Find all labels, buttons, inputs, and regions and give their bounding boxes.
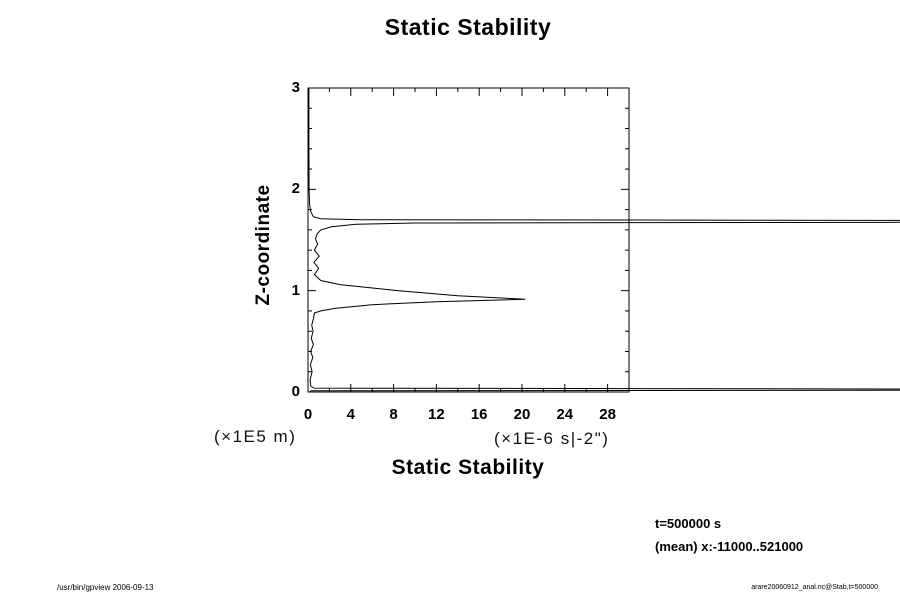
annotation-time: t=500000 s — [655, 516, 722, 531]
x-axis-unit: (×1E-6 s|-2") — [494, 429, 610, 448]
x-tick-label: 12 — [428, 406, 445, 423]
x-tick-label: 20 — [513, 406, 531, 423]
x-tick-label: 16 — [470, 406, 488, 423]
y-axis-label: Z-coordinate — [253, 184, 274, 306]
footer-command-line: /usr/bin/gpview 2006-09-13 — [57, 583, 154, 592]
plot-frame — [308, 88, 629, 392]
footer-data-source: arare20060912_anal.nc@Stab,t=500000 — [751, 584, 878, 591]
stability-curve — [309, 88, 900, 392]
x-tick-label: 28 — [599, 406, 616, 423]
x-tick-label: 4 — [346, 406, 355, 423]
chart-title: Static Stability — [384, 14, 552, 40]
x-tick-label: 8 — [389, 406, 398, 423]
y-tick-label: 3 — [291, 79, 300, 96]
annotation-mean-range: (mean) x:-11000..521000 — [655, 539, 804, 554]
y-tick-label: 0 — [291, 383, 300, 400]
x-tick-label: 0 — [303, 406, 313, 423]
x-axis-title: Static Stability — [391, 456, 545, 479]
y-tick-label: 2 — [291, 180, 300, 198]
y-tick-label: 1 — [291, 281, 300, 299]
x-tick-label: 24 — [556, 406, 574, 423]
y-axis-unit: (×1E5 m) — [214, 427, 297, 446]
